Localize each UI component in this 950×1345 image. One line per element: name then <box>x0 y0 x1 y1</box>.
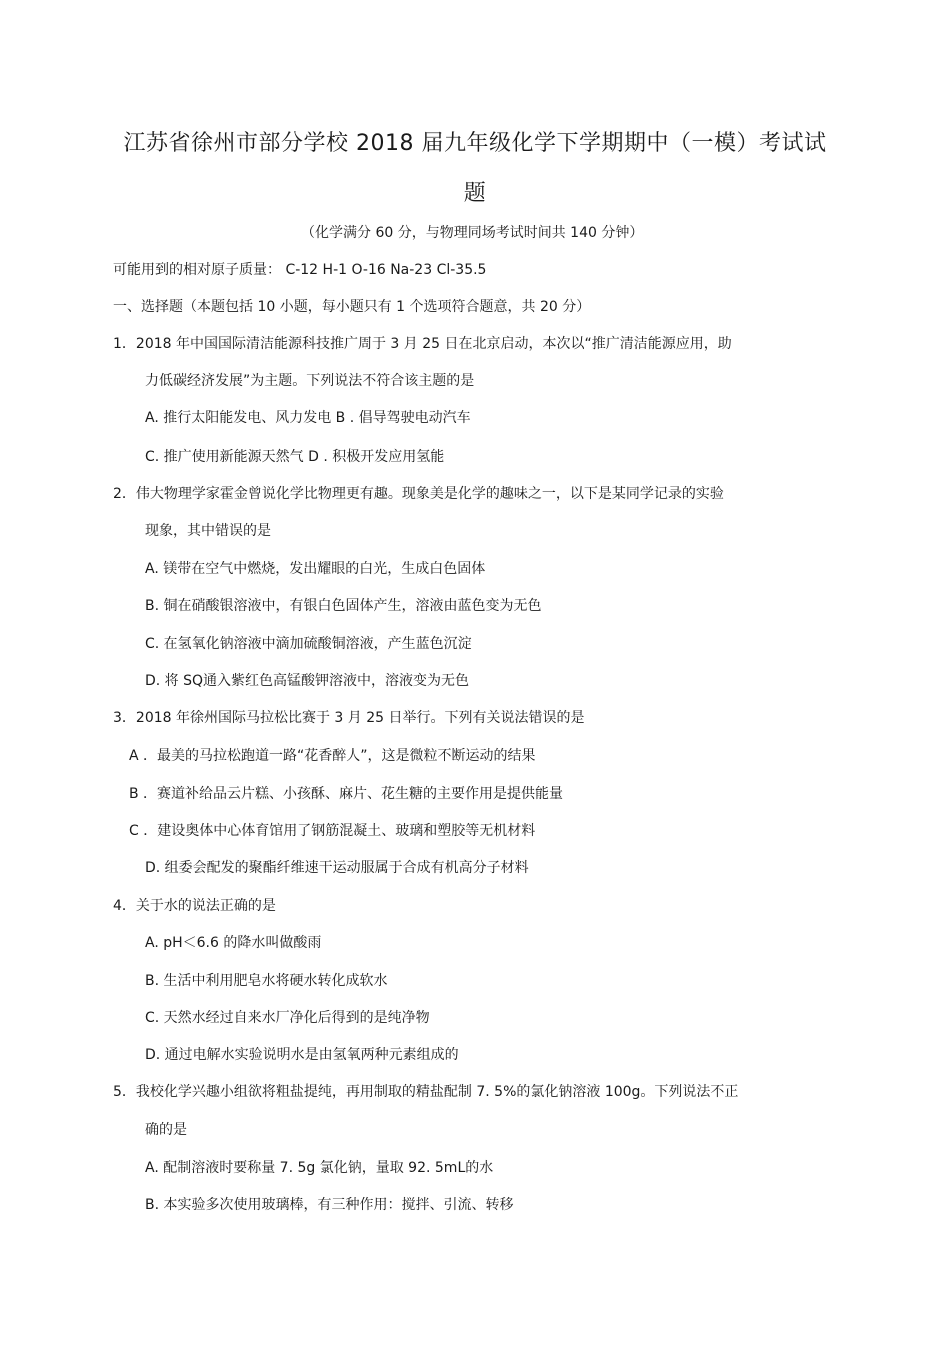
question-2-option-a: A. 镁带在空气中燃烧，发出耀眼的白光，生成白色固体 <box>145 561 486 577</box>
question-2-option-d: D. 将 SQ通入紫红色高锰酸钾溶液中，溶液变为无色 <box>145 673 470 689</box>
section-header: 一、选择题（本题包括 10 小题，每小题只有 1 个选项符合题意，共 20 分） <box>113 299 591 315</box>
question-4-option-a: A. pH＜6.6 的降水叫做酸雨 <box>145 935 322 951</box>
question-2-stem-line-2: 现象，其中错误的是 <box>145 523 271 539</box>
question-2-stem-line-1: 2．伟大物理学家霍金曾说化学比物理更有趣。现象美是化学的趣味之一，以下是某同学记录的实验 <box>113 486 724 502</box>
question-2-option-c: C. 在氢氧化钠溶液中滴加硫酸铜溶液，产生蓝色沉淀 <box>145 636 472 652</box>
exam-subtitle: （化学满分 60 分，与物理同场考试时间共 140 分钟） <box>301 225 644 241</box>
question-5-option-a: A. 配制溶液时要称量 7. 5g 氯化钠，量取 92. 5mL的水 <box>145 1160 494 1176</box>
exam-title-line-1: 江苏省徐州市部分学校 2018 届九年级化学下学期期中（一模）考试试 <box>123 131 827 156</box>
exam-title-line-2: 题 <box>463 181 487 206</box>
question-3-option-a: A ．最美的马拉松跑道一路“花香醉人”，这是微粒不断运动的结果 <box>129 748 536 764</box>
question-5-stem-line-1: 5．我校化学兴趣小组欲将粗盐提纯，再用制取的精盐配制 7. 5%的氯化钠溶液 100g。下列说法不正 <box>113 1084 739 1100</box>
question-1-options-ab: A. 推行太阳能发电、风力发电 B . 倡导驾驶电动汽车 <box>145 410 471 426</box>
question-4-stem: 4．关于水的说法正确的是 <box>113 898 276 914</box>
question-1-stem-line-2: 力低碳经济发展”为主题。下列说法不符合该主题的是 <box>145 373 475 389</box>
question-4-option-b: B. 生活中利用肥皂水将硬水转化成软水 <box>145 973 388 989</box>
question-1-stem-line-1: 1．2018 年中国国际清洁能源科技推广周于 3 月 25 日在北京启动，本次以“推广清洁能源应用，助 <box>113 336 732 352</box>
question-4-option-c: C. 天然水经过自来水厂净化后得到的是纯净物 <box>145 1010 430 1026</box>
question-3-option-d: D. 组委会配发的聚酯纤维速干运动服属于合成有机高分子材料 <box>145 860 529 876</box>
question-3-stem: 3．2018 年徐州国际马拉松比赛于 3 月 25 日举行。下列有关说法错误的是 <box>113 710 585 726</box>
question-3-option-b: B ．赛道补给品云片糕、小孩酥、麻片、花生糖的主要作用是提供能量 <box>129 786 564 802</box>
question-2-option-b: B. 铜在硝酸银溶液中，有银白色固体产生，溶液由蓝色变为无色 <box>145 598 542 614</box>
question-5-option-b: B. 本实验多次使用玻璃棒，有三种作用：搅拌、引流、转移 <box>145 1197 514 1213</box>
question-4-option-d: D. 通过电解水实验说明水是由氢氧两种元素组成的 <box>145 1047 459 1063</box>
question-3-option-c: C ．建设奥体中心体育馆用了钢筋混凝土、玻璃和塑胶等无机材料 <box>129 823 536 839</box>
atomic-mass-note: 可能用到的相对原子质量： C-12 H-1 O-16 Na-23 Cl-35.5 <box>113 262 487 278</box>
question-1-options-cd: C. 推广使用新能源天然气 D . 积极开发应用氢能 <box>145 449 445 465</box>
question-5-stem-line-2: 确的是 <box>145 1122 187 1138</box>
